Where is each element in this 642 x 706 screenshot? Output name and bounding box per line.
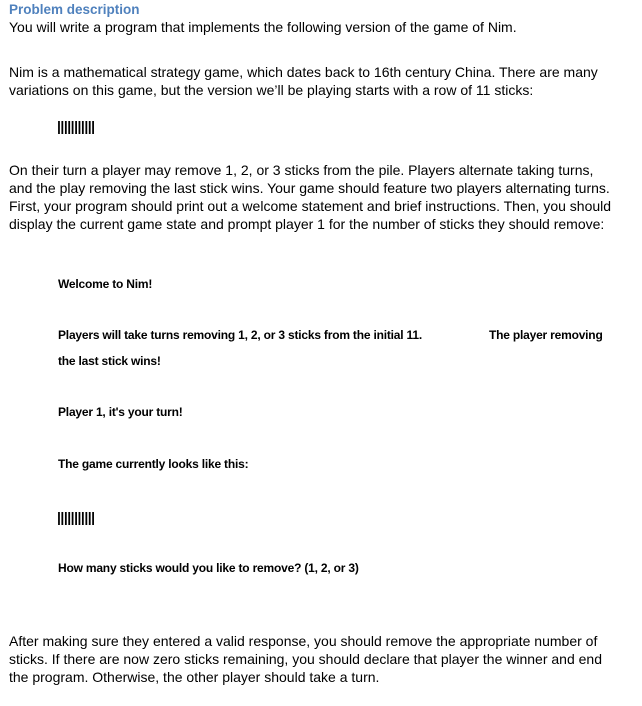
console-state: The game currently looks like this: xyxy=(58,457,249,471)
closing-paragraph-line: sticks. If there are now zero sticks remaining, you should declare that player the winner and end xyxy=(9,651,602,667)
intro-paragraph: You will write a program that implements the following version of the game of Nim. xyxy=(9,19,517,35)
console-turn: Player 1, it's your turn! xyxy=(58,405,183,419)
console-prompt: How many sticks would you like to remove? (1, 2, or 3) xyxy=(58,561,359,575)
problem-description-heading: Problem description xyxy=(9,2,140,17)
closing-paragraph-line: the program. Otherwise, the other player should take a turn. xyxy=(9,669,380,685)
console-sticks: ||||||||||| xyxy=(57,509,95,525)
nim-paragraph-line: variations on this game, but the version we’ll be playing starts with a row of 11 sticks: xyxy=(9,82,534,98)
rules-paragraph-line: On their turn a player may remove 1, 2, or 3 sticks from the pile. Players alternate taking turns, xyxy=(9,162,594,178)
nim-paragraph xyxy=(9,63,639,99)
rules-paragraph-line: First, your program should print out a welcome statement and brief instructions. Then, you should xyxy=(9,198,612,214)
rules-paragraph-line: and the play removing the last stick wins. Your game should feature two players alternating turns. xyxy=(9,180,610,196)
rules-paragraph xyxy=(9,161,639,233)
console-instructions-end: the last stick wins! xyxy=(58,354,161,368)
rules-paragraph-line: display the current game state and prompt player 1 for the number of sticks they should remove: xyxy=(9,216,605,232)
console-instructions-continued: The player removing xyxy=(489,328,603,342)
console-welcome: Welcome to Nim! xyxy=(58,277,153,291)
nim-paragraph-line: Nim is a mathematical strategy game, which dates back to 16th century China. There are many xyxy=(9,64,598,80)
closing-paragraph xyxy=(9,632,639,686)
console-instructions: Players will take turns removing 1, 2, or 3 sticks from the initial 11. xyxy=(58,328,422,342)
closing-paragraph-line: After making sure they entered a valid response, you should remove the appropriate number of xyxy=(9,633,598,649)
sticks-display: ||||||||||| xyxy=(57,118,95,134)
